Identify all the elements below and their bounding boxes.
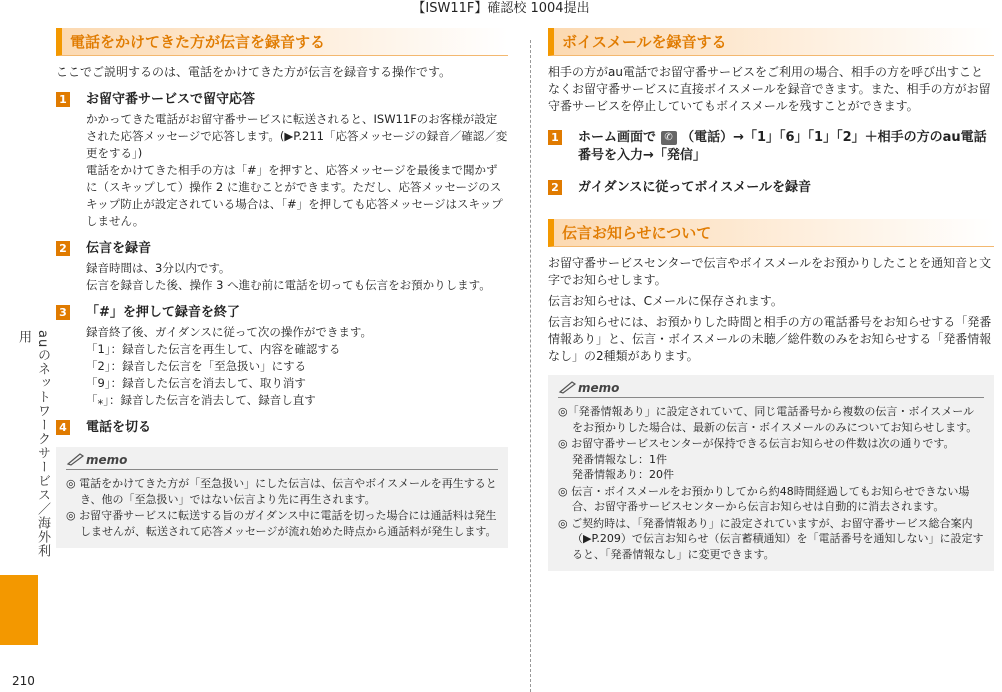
memo-item: ◎「発番情報あり」に設定されていて、同じ電話番号から複数の伝言・ボイスメールをお預かりした場合は、最新の伝言・ボイスメールのみについてお知らせします。 [558,405,978,434]
memo-sub-item: 発番情報なし：1件 [572,452,667,466]
memo-label: memo [578,381,620,395]
step-number: 2 [548,180,562,195]
step-number: 4 [56,420,70,435]
left-column [56,22,508,548]
memo-item: ◎ 伝言・ボイスメールをお預かりしてから約48時間経過してもお知らせできない場合、お留守番サービスセンターから伝言お知らせは自動的に消去されます。 [558,484,970,513]
step-title: 「#」を押して録音を終了 [86,305,240,320]
section-heading-notification: 伝言お知らせについて [548,219,994,247]
section-heading-record-message: 電話をかけてきた方が伝言を録音する [56,28,508,56]
notification-text: 伝言お知らせは、Cメールに保存されます。 [548,294,783,308]
step-number: 2 [56,241,70,256]
side-index-label: auのネットワークサービス／海外利用 [16,330,50,559]
right-column [548,22,994,571]
step-number: 1 [56,92,70,107]
step-title: 電話を切る [86,420,152,435]
step-4 [56,419,508,437]
memo-sub-item: 発番情報あり：20件 [572,468,674,481]
side-index [0,330,50,570]
step-title: ガイダンスに従ってボイスメールを録音 [578,180,811,195]
pencil-icon [558,379,578,398]
step-title: 伝言を録音 [86,241,152,256]
notification-text: 伝言お知らせには、お預かりした時間と相手の方の電話番号をお知らせする「発番情報あり」と、伝言・ボイスメールの未聴／総件数のみをお知らせする「発番情報なし」の2種類があります。 [548,315,992,363]
step-text: かかってきた電話がお留守番サービスに転送されると、ISW11Fのお客様が設定された応答メッセージで応答します。(▶P.211「応答メッセージの録音／確認／変更をする」) [86,112,508,160]
memo-box [56,447,508,548]
memo-item: ◎ 電話をかけてきた方が「至急扱い」にした伝言は、伝言やボイスメールを再生するとき、他の「至急扱い」ではない伝言より先に再生されます。 [66,477,497,506]
memo-item: ◎ ご契約時は、「発番情報あり」に設定されていますが、お留守番サービス総合案内（▶P.209）で伝言お知らせ（伝言蓄積通知）を「電話番号を通知しない」に設定すると、「発番情報なし」に変更できます。 [558,516,984,561]
pencil-icon [66,451,86,470]
column-divider [530,40,531,692]
step-title: お留守番サービスで留守応答 [86,92,256,107]
page-number: 210 [12,674,35,688]
memo-item-text: ◎ お留守番サービスセンターが保持できる伝言お知らせの件数は次の通りです。 [558,437,955,450]
step-number: 1 [548,130,562,145]
header-title: 【ISW11F】確認校 1004提出 [412,1,590,16]
phone-icon: ✆ [661,131,677,145]
step-3 [56,304,508,409]
memo-item: ◎ お留守番サービスに転送する旨のガイダンス中に電話を切った場合には通話料は発生しませんが、転送されて応答メッセージが流れ始めた時点から通話料が発生します。 [66,509,497,538]
side-index-tab [0,575,38,645]
memo-label: memo [86,453,128,467]
section-heading-voicemail: ボイスメールを録音する [548,28,994,56]
step-text: 「1」：録音した伝言を再生して、内容を確認する [86,342,341,356]
step-text: 録音終了後、ガイダンスに従って次の操作ができます。 [86,325,373,339]
notification-text: お留守番サービスセンターで伝言やボイスメールをお預かりしたことを通知音と文字でお知らせします。 [548,256,992,287]
step-title [578,129,994,165]
step-1 [56,91,508,230]
step-number: 3 [56,305,70,320]
step-title-part: （電話）→「1」「6」「1」「2」＋相手の方のau電話番号を入力→「発信」 [578,130,987,163]
step-text: 録音時間は、3分以内です。 [86,261,231,275]
step-text: 電話をかけてきた相手の方は「#」を押すと、応答メッセージを最後まで聞かずに（スキップして）操作 2 に進むことができます。ただし、応答メッセージのスキップ防止が設定されている場合は、「#」を押しても応答メッセージはスキップしません。 [86,163,503,228]
voicemail-intro: 相手の方がau電話でお留守番サービスをご利用の場合、相手の方を呼び出すことなくお留守番サービスに直接ボイスメールを録音できます。また、相手の方がお留守番サービスを停止していてもボイスメールを残すことができます。 [548,65,991,113]
memo-box [548,375,994,571]
step-text: 伝言を録音した後、操作 3 へ進む前に電話を切っても伝言をお預かりします。 [86,278,491,292]
voicemail-step-1 [548,129,994,165]
memo-item [558,436,984,483]
step-text: 「⁎」：録音した伝言を消去して、録音し直す [86,393,316,407]
step-text: 「2」：録音した伝言を「至急扱い」にする [86,359,307,373]
step-2 [56,240,508,294]
voicemail-step-2 [548,179,994,197]
intro-text: ここでご説明するのは、電話をかけてきた方が伝言を録音する操作です。 [56,65,452,79]
step-title-part: ホーム画面で [578,130,657,145]
step-text: 「9」：録音した伝言を消去して、取り消す [86,376,306,390]
